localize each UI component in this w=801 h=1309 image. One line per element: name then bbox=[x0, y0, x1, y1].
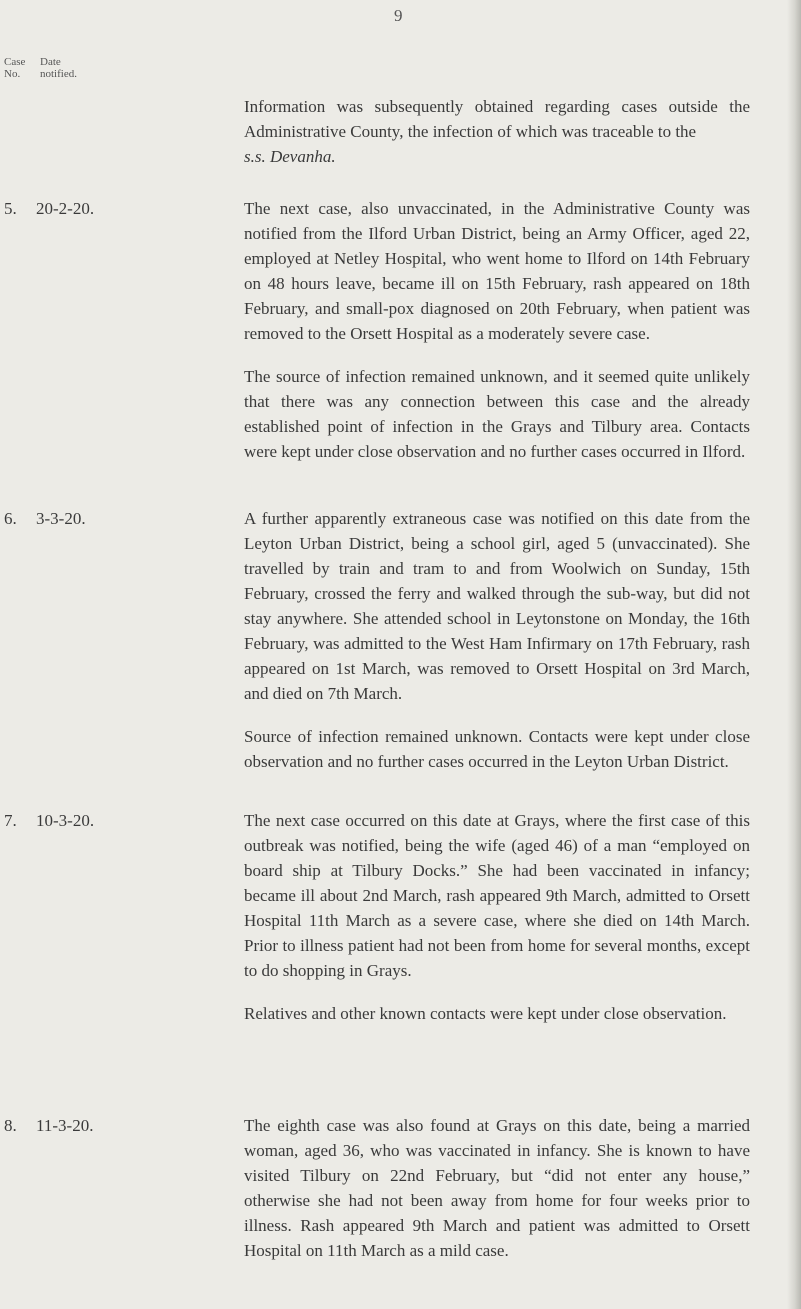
column-header-date-line1: Date bbox=[40, 56, 61, 68]
case-paragraph: The next case, also unvaccinated, in the Administrative County was notified from the Ilford Urban District, being an Army Officer, aged 22, employed at Netley Hospital, who went home to Ilford on 14th February on 48 hours leave, became ill on 15th February, rash appeared on 18th February, and small-pox diagnosed on 20th February, when patient was removed to the Orsett Hospital as a moderately severe case. bbox=[244, 199, 750, 343]
case-date: 3-3-20. bbox=[36, 509, 86, 528]
case-date: 10-3-20. bbox=[36, 811, 95, 830]
case-entry-8 bbox=[0, 1113, 771, 1263]
page-edge-shadow bbox=[787, 0, 801, 1309]
case-number: 5. bbox=[4, 199, 17, 218]
case-entry-6 bbox=[0, 506, 771, 774]
column-header-case-no-line1: Case bbox=[4, 56, 26, 68]
case-paragraph: The eighth case was also found at Grays on this date, being a married woman, aged 36, who was vaccinated in infancy. She is known to have visited Tilbury on 22nd February, but “did not enter any house,” otherwise she had not been away from home for four weeks prior to illness. Rash appeared 9th March and patient was admitted to Orsett Hospital on 11th March as a mild case. bbox=[244, 1116, 750, 1260]
column-header-case-no bbox=[4, 56, 25, 80]
case-date: 11-3-20. bbox=[36, 1116, 94, 1135]
case-date: 20-2-20. bbox=[36, 199, 95, 218]
page-number: 9 bbox=[394, 6, 403, 25]
intro-text: Information was subsequently obtained regarding cases outside the Administrative County, the infection of which was traceable to the bbox=[244, 97, 750, 141]
case-entry-5 bbox=[0, 196, 771, 464]
case-entry-7 bbox=[0, 808, 771, 1026]
case-number: 7. bbox=[4, 811, 17, 830]
intro-entry bbox=[0, 94, 771, 169]
case-paragraph: A further apparently extraneous case was notified on this date from the Leyton Urban District, being a school girl, aged 5 (unvaccinated). She travelled by train and tram to and from Woolwich on Sunday, 15th February, crossed the ferry and walked through the sub-way, but did not stay anywhere. She attended school in Leytonstone on Monday, the 16th February, was admitted to the West Ham Infirmary on 17th February, rash appeared on 1st March, was removed to Orsett Hospital on 3rd March, and died on 7th March. bbox=[244, 509, 750, 703]
column-header-date-line2: notified. bbox=[40, 68, 77, 80]
case-number: 8. bbox=[4, 1116, 17, 1135]
column-header-date-notified bbox=[40, 56, 77, 80]
intro-paragraph bbox=[244, 94, 750, 169]
case-paragraph: The next case occurred on this date at Grays, where the first case of this outbreak was notified, being the wife (aged 46) of a man “employed on board ship at Tilbury Docks.” She had been vaccinated in infancy; became ill about 2nd March, rash appeared 9th March, admitted to Orsett Hospital 11th March as a severe case, where she died on 14th March. Prior to illness patient had not been from home for several months, except to do shopping in Grays. bbox=[244, 811, 750, 980]
case-number: 6. bbox=[4, 509, 17, 528]
ship-name: s.s. Devanha. bbox=[244, 147, 336, 166]
case-paragraph: Source of infection remained unknown. Contacts were kept under close observation and no further cases occurred in the Leyton Urban District. bbox=[244, 727, 750, 771]
case-paragraph: The source of infection remained unknown, and it seemed quite unlikely that there was any connection between this case and the already established point of infection in the Grays and Tilbury area. Contacts were kept under close observation and no further cases occurred in Ilford. bbox=[244, 367, 750, 461]
column-header-case-no-line2: No. bbox=[4, 68, 21, 80]
case-paragraph: Relatives and other known contacts were kept under close observation. bbox=[244, 1004, 727, 1023]
